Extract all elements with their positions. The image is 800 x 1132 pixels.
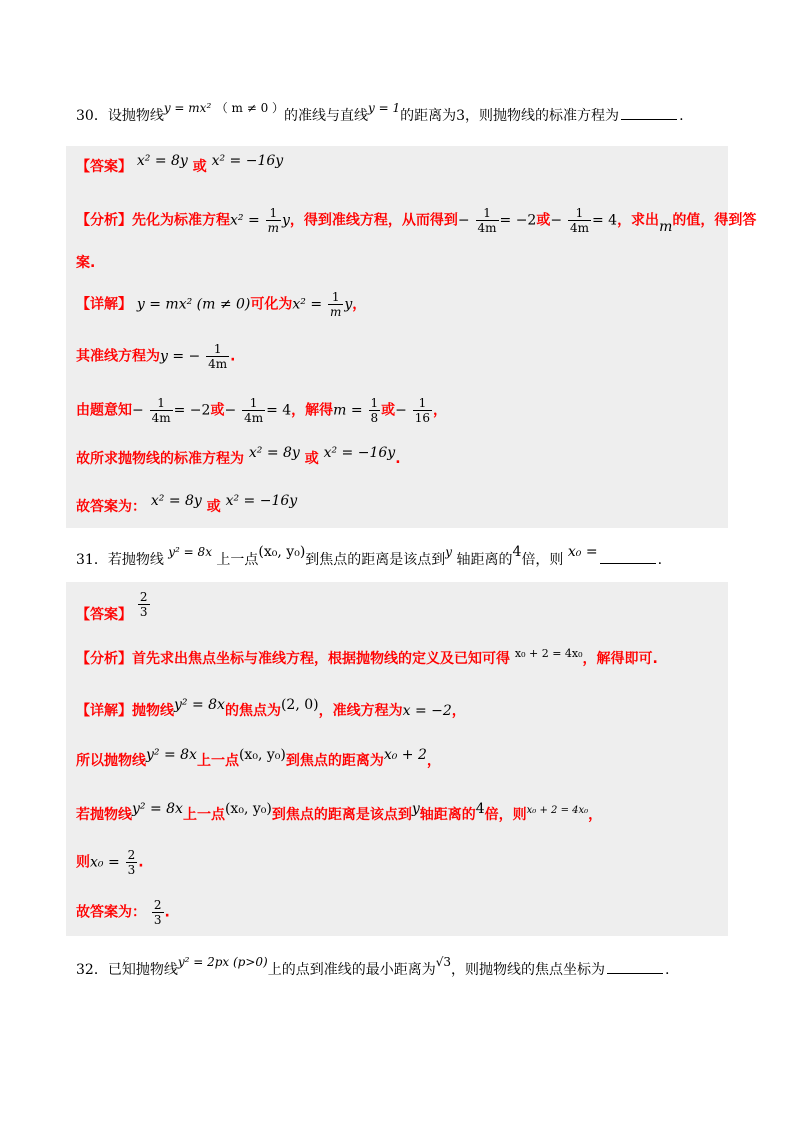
s31-analysis-row [76,648,658,668]
frac-1-over-m: $\frac{1}{m}$ [267,206,279,235]
s30-line4-or: 或 [304,451,319,467]
s30-line3-eq1: = −2 [173,402,211,419]
s31-d2-eq: y² = 8x [146,747,197,763]
s30-line3-m: m = [333,402,363,419]
s31-d5-a: 故答案为： [76,904,146,921]
s30-line4 [76,445,401,468]
s30-line5-eq2: x² = −16y [225,493,298,509]
s31-d3-y: y [411,801,420,817]
s30-analysis-2: ，得到准线方程，从而得到 [289,212,458,229]
s31-d3-d: 轴距离的 [419,807,476,823]
q32-mid: 上的点到准线的最小距离为 [267,962,436,978]
s30-answer-row [76,153,284,176]
s30-line2-a: 其准线方程为 [76,348,160,365]
s31-detail-5 [76,898,170,927]
frac-1-over-4m-line2: $\frac{1}{4m}$ [208,342,228,371]
s30-line3-b: ，解得 [291,402,334,419]
s31-d1-c: ，准线方程为 [318,703,403,719]
answer-label: 【答案】 [76,159,132,175]
s30-analysis-1: 先化为标准方程 [132,212,230,229]
s30-detail-1: 可化为 [250,296,293,313]
q30-cond: （ m ≠ 0 ） [215,101,285,115]
answer-label-31: 【答案】 [76,606,132,623]
s30-analysis-4: ，求出 [617,212,660,229]
detail-label-31: 【详解】 [76,703,132,719]
s30-line2-eq: y = − [160,348,201,365]
q31-eq: y² = 8x [168,545,212,559]
q31-end: . [657,552,663,568]
s31-d1-eq: y² = 8x [174,697,225,713]
s30-analysis-m: m [659,218,673,235]
detail-label: 【详解】 [76,296,132,313]
s30-line4-a: 故所求抛物线的标准方程为 [76,451,244,467]
answer-blank-32 [607,961,663,974]
s31-d3-eq2: x₀ + 2 = 4x₀ [526,805,589,816]
q32-prefix: 32．已知抛物线 [76,962,178,978]
s31-d2-pt: (x₀, y₀) [238,747,286,763]
s31-d3-b: 上一点 [182,807,225,823]
q30-end: . [679,108,684,124]
frac-1-over-m-detail: $\frac{1}{m}$ [329,290,342,319]
frac-1-over-16: $\frac{1}{16}$ [414,396,431,425]
question-30 [76,101,684,126]
answer-blank-31 [600,551,656,564]
answer-blank [621,107,677,120]
s31-detail-4 [76,848,144,877]
s30-line5 [76,493,298,516]
q30-tail: 的距离为3，则抛物线的标准方程为 [400,108,620,124]
q32-eq: y² = 2px (p>0) [177,955,268,969]
s31-d4-end: . [138,854,144,871]
s31-d2-end: ， [426,753,441,769]
s30-line4-eq2: x² = −16y [323,445,396,461]
s30-answer-or: 或 [192,159,207,175]
s30-line3-a: 由题意知 [76,402,132,419]
s31-analysis-1: 首先求出焦点坐标与准线方程，根据抛物线的定义及已知可得 [132,651,510,667]
s31-d1-b: 的焦点为 [224,703,281,719]
q30-prefix: 30．设抛物线 [76,108,164,124]
q32-end: . [665,962,670,978]
s31-detail-2 [76,747,441,770]
s30-line5-eq1: x² = 8y [150,493,202,509]
s30-line3-or: 或 [210,402,225,419]
s31-d1-end: ， [451,703,466,719]
s31-detail-3 [76,801,603,824]
question-32 [76,955,670,980]
q31-p3: 轴距离的 [456,552,513,568]
s31-d3-pt: (x₀, y₀) [224,801,272,817]
solution-30 [66,146,757,528]
s30-line5-or: 或 [206,499,221,515]
s30-line2-end: . [230,348,236,365]
frac-2-over-3-answer: $\frac{2}{3}$ [139,590,148,619]
s30-analysis-row: 【分析】先化为标准方程x² = $\frac{1}{m}$ y，得到准线方程，从而得到− $\frac{1}{4m}$ = −2或− $\frac{1}{4m}$ = 4，求出m的值，得到答 [76,206,757,235]
frac-1-over-8: $\frac{1}{8}$ [370,396,379,425]
s31-d1-pt: (2, 0) [280,697,319,713]
s30-line5-a: 故答案为： [76,499,146,515]
q30-eq2: y = 1 [368,101,401,115]
s30-detail-end: ， [352,296,367,313]
s31-d3-c: 到焦点的距离是该点到 [271,807,412,823]
s30-answer-b: x² = −16y [211,153,284,169]
s31-d1-a: 抛物线 [132,703,174,719]
analysis-label: 【分析】 [76,212,132,229]
frac-1-over-4m: $\frac{1}{4m}$ [477,206,497,235]
q30-eq1: y = mx² [163,101,212,115]
s31-d2-a: 所以抛物线 [76,753,146,769]
q32-sqrt: √3 [435,955,452,969]
s30-analysis-eq: x² = [230,212,260,229]
s30-line3-or2: 或 [381,402,396,419]
s31-d2-eq2: x₀ + 2 [383,747,427,763]
s31-d3-eq: y² = 8x [132,801,183,817]
q31-prefix: 31．若抛物线 [76,552,164,568]
frac-2-over-3-d5: $\frac{2}{3}$ [153,898,162,927]
q31-four: 4 [512,544,522,560]
s31-d3-a: 若抛物线 [76,807,132,823]
s30-line4-eq1: x² = 8y [248,445,300,461]
s30-line3-end: ， [433,402,448,419]
s31-d3-e: 倍，则 [484,807,527,823]
frac-line3-a: $\frac{1}{4m}$ [151,396,171,425]
s30-detail-eq2: x² = [292,296,323,313]
s31-d4-a: 则 [76,854,90,871]
s31-d3-four: 4 [475,801,485,817]
s30-analysis-row2 [76,252,95,272]
s31-analysis-eq: x₀ + 2 = 4x₀ [514,647,583,660]
s31-detail-1 [76,697,466,720]
q30-mid: 的准线与直线 [284,108,369,124]
s31-d2-c: 到焦点的距离为 [285,753,384,769]
s30-detail-eq: y = mx² (m ≠ 0) [136,296,251,313]
q32-tail: ，则抛物线的焦点坐标为 [451,962,606,978]
s30-analysis-6: 案. [76,255,96,271]
q31-y: y [445,545,453,559]
q31-pt: (x₀, y₀) [258,544,306,560]
s30-line3-eq2: = 4 [266,402,292,419]
analysis-label-31: 【分析】 [76,651,132,667]
s31-d2-b: 上一点 [196,753,239,769]
s30-line4-end: . [395,451,401,467]
s30-detail-row: 【详解】 y = mx² (m ≠ 0)可化为x² = $\frac{1}{m}$ y， [76,290,367,319]
frac-line3-b: $\frac{1}{4m}$ [244,396,264,425]
s31-analysis-2: ，解得即可. [582,651,658,667]
question-31 [76,544,663,570]
s30-line3: 由题意知− $\frac{1}{4m}$ = −2或− $\frac{1}{4m}$ = 4，解得m = $\frac{1}{8}$ 或− $\frac{1}{16}$ ， [76,396,448,425]
s31-d4-eq: x₀ = [90,854,120,871]
frac-2-over-3-d4: $\frac{2}{3}$ [127,848,136,877]
s30-analysis-5: 的值，得到答 [672,212,757,229]
s31-d3-end: ， [588,807,603,823]
s31-d5-end: . [164,904,170,921]
s30-analysis-3: 或 [536,212,551,229]
q31-p2: 到焦点的距离是该点到 [305,552,446,568]
q31-p4: 倍，则 [521,552,564,568]
s30-answer-a: x² = 8y [136,153,188,169]
s31-d1-eq2: x = −2 [402,703,452,719]
solution-31 [66,582,728,936]
frac-1-over-4m-b: $\frac{1}{4m}$ [569,206,589,235]
q31-x0: x₀ = [567,544,598,560]
s30-line2 [76,342,236,371]
s31-answer-row [76,590,151,623]
q31-p1: 上一点 [216,552,259,568]
